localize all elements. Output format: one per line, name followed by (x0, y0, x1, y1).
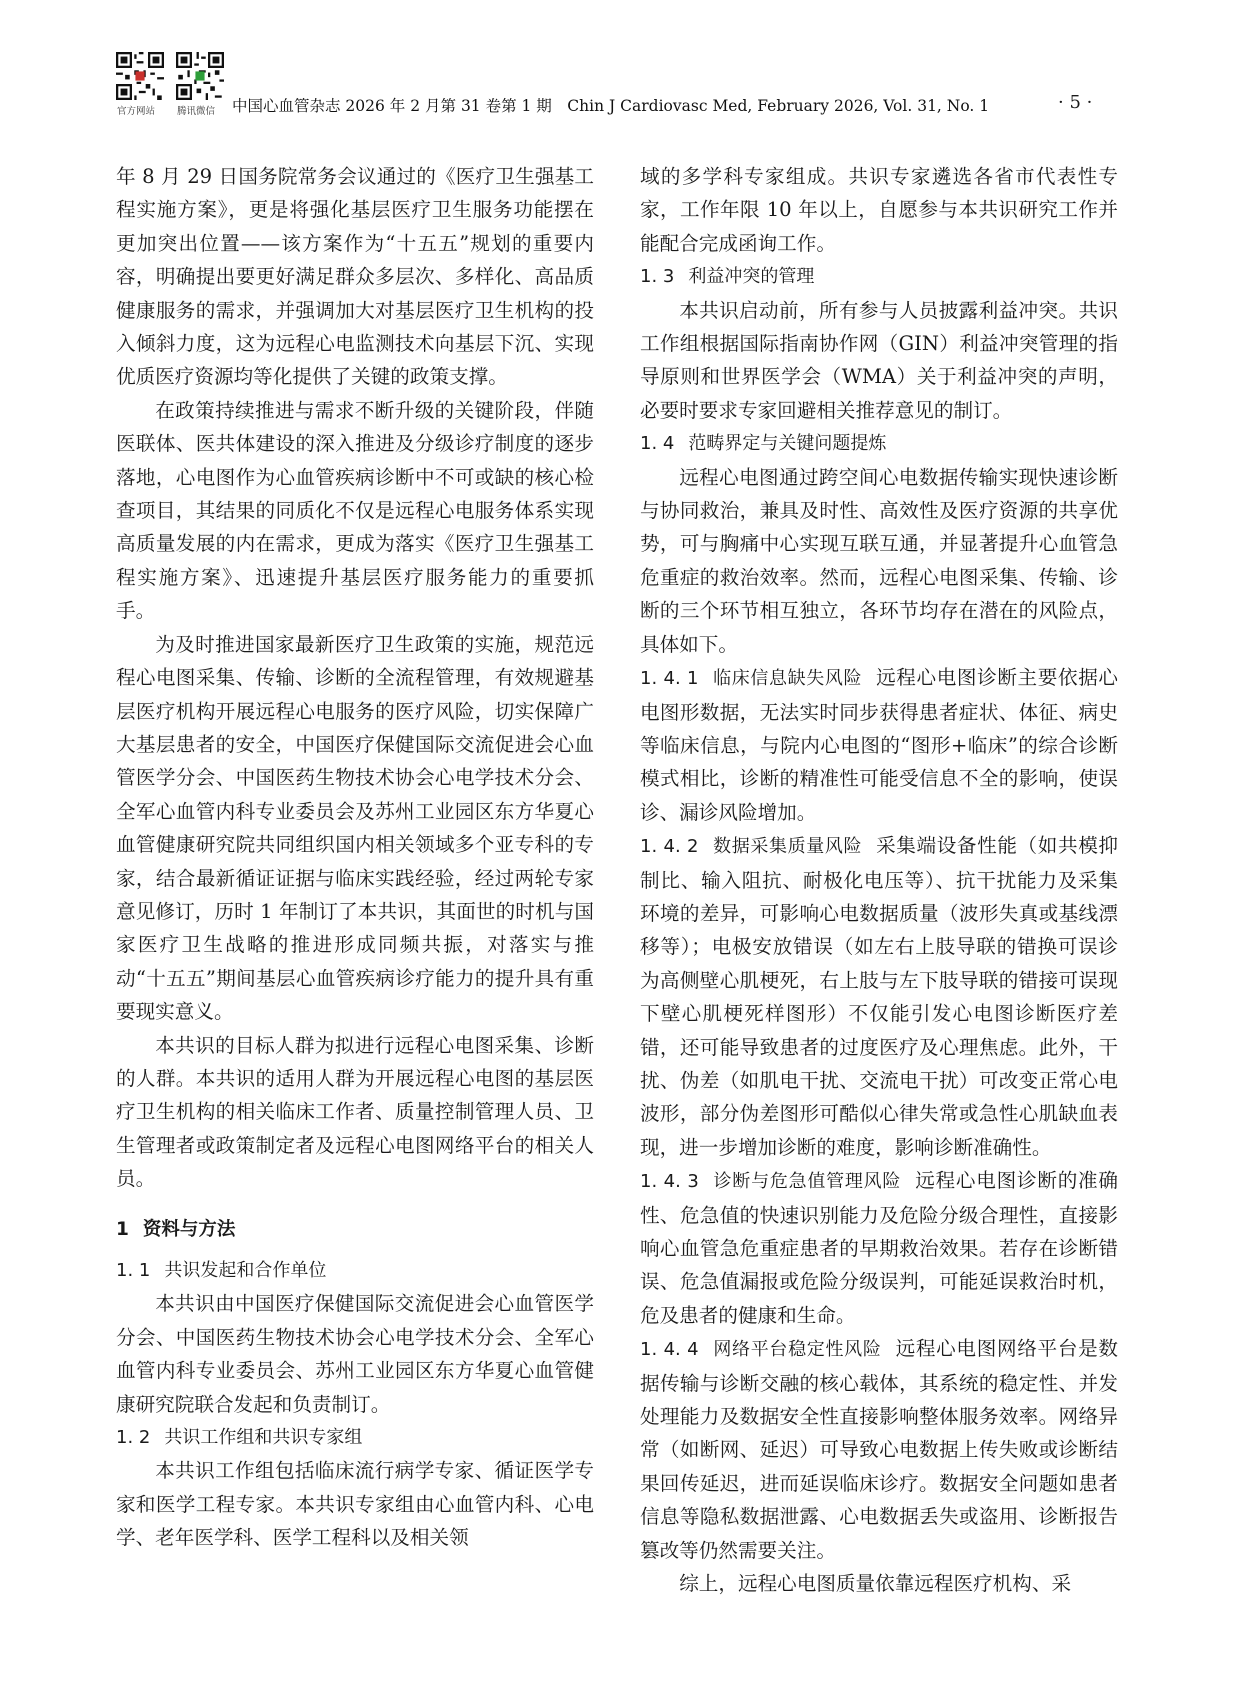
left-column (116, 160, 594, 1555)
qr-code-wechat-icon[interactable] (176, 52, 224, 100)
journal-running-header: 中国心血管杂志 2026 年 2 月第 31 卷第 1 期 Chin J Cardiovasc Med, February 2026, Vol. 31, No. 1 (232, 97, 990, 115)
subsection-title: 范畴界定与关键问题提炼 (688, 433, 887, 455)
subsection-title: 共识工作组和共识专家组 (164, 1427, 363, 1449)
subsection-number: 1. 3 (640, 266, 675, 288)
subsection-heading (116, 1254, 594, 1287)
subsubsection-title: 临床信息缺失风险 (712, 668, 863, 690)
paragraph: 本共识启动前，所有参与人员披露利益冲突。共识工作组根据国际指南协作网（GIN）利益冲突管理的指导原则和世界医学会（WMA）关于利益冲突的声明，必要时要求专家回避相关推荐意见的制订。 (640, 298, 1118, 422)
subsubsection-text: 远程心电图网络平台是数据传输与诊断交融的核心载体，其系统的稳定性、并发处理能力及数据安全性直接影响整体服务效率。网络异常（如断网、延迟）可导致心电数据上传失败或诊断结果回传延迟，进而延误临床诊疗。数据安全问题如患者信息等隐私数据泄露、心电数据丢失或盗用、诊断报告篡改等仍然需要关注。 (640, 1337, 1119, 1562)
paragraph: 在政策持续推进与需求不断升级的关键阶段，伴随医联体、医共体建设的深入推进及分级诊疗制度的逐步落地，心电图作为心血管疾病诊断中不可或缺的核心检查项目，其结果的同质化不仅是远程心电服务体系实现高质量发展的内在需求，更成为落实《医疗卫生强基工程实施方案》、迅速提升基层医疗服务能力的重要抓手。 (116, 398, 594, 623)
section-title: 资料与方法 (142, 1218, 236, 1240)
right-column (640, 160, 1118, 1600)
page-number: · 5 · (1058, 92, 1093, 113)
paragraph: 本共识的目标人群为拟进行远程心电图采集、诊断的人群。本共识的适用人群为开展远程心电图的基层医疗卫生机构的相关临床工作者、质量控制管理人员、卫生管理者或政策制定者及远程心电图网络平台的相关人员。 (116, 1033, 594, 1191)
subsection-title: 共识发起和合作单位 (164, 1260, 327, 1281)
paragraph: 本共识由中国医疗保健国际交流促进会心血管医学分会、中国医药生物技术协会心电学技术分会、全军心血管内科专业委员会、苏州工业园区东方华夏心血管健康研究院联合发起和负责制订。 (116, 1292, 594, 1416)
qr-caption-wechat: 腾讯微信 (177, 106, 216, 117)
paragraph: 远程心电图通过跨空间心电数据传输实现快速诊断与协同救治，兼具及时性、高效性及医疗资源的共享优势，可与胸痛中心实现互联互通，并显著提升心血管急危重症的救治效率。然而，远程心电图采集、传输、诊断的三个环节相互独立，各环节均存在潜在的风险点，具体如下。 (640, 465, 1118, 656)
subsubsection-number: 1. 4. 4 (640, 1339, 699, 1361)
paragraph: 本共识工作组包括临床流行病学专家、循证医学专家和医学工程专家。本共识专家组由心血管内科、心电学、老年医学科、医学工程科以及相关领 (116, 1459, 594, 1550)
subsubsection (640, 829, 1118, 1164)
subsubsection-number: 1. 4. 2 (640, 836, 699, 858)
paragraph: 综上，远程心电图质量依靠远程医疗机构、采 (679, 1572, 1072, 1596)
paragraph: 域的多学科专家组成。共识专家遴选各省市代表性专家，工作年限 10 年以上，自愿参与本共识研究工作并能配合完成函询工作。 (640, 165, 1118, 255)
subsection-heading (640, 427, 1118, 460)
subsubsection-text: 远程心电图诊断的准确性、危急值的快速识别能力及危险分级合理性，直接影响心血管急危重症患者的早期救治效果。若存在诊断错误、危急值漏报或危险分级误判，可能延误救治时机，危及患者的健康和生命。 (640, 1169, 1119, 1327)
subsection-heading (116, 1421, 594, 1454)
qr-caption-website: 官方网站 (117, 106, 156, 117)
qr-code-website-icon[interactable] (116, 52, 164, 100)
subsubsection-title: 诊断与危急值管理风险 (712, 1171, 902, 1193)
subsubsection-text: 采集端设备性能（如共模抑制比、输入阻抗、耐极化电压等）、抗干扰能力及采集环境的差异，可影响心电数据质量（波形失真或基线漂移等）；电极安放错误（如左右上肢导联的错换可误诊为高侧壁心肌梗死，右上肢与左下肢导联的错接可误现下壁心肌梗死样图形）不仅能引发心电图诊断医疗差错，还可能导致患者的过度医疗及心理焦虑。此外，干扰、伪差（如肌电干扰、交流电干扰）可改变正常心电波形，部分伪差图形可酷似心律失常或急性心肌缺血表现，进一步增加诊断的难度，影响诊断准确性。 (640, 834, 1118, 1159)
subsection-title: 利益冲突的管理 (688, 266, 815, 288)
section-heading (116, 1213, 594, 1246)
page-header (0, 0, 1241, 130)
subsubsection (640, 661, 1118, 829)
subsubsection-number: 1. 4. 1 (640, 668, 699, 690)
subsection-number: 1. 2 (116, 1427, 151, 1449)
subsubsection (640, 1332, 1118, 1567)
subsubsection (640, 1164, 1118, 1332)
subsection-number: 1. 4 (640, 433, 675, 455)
subsubsection-title: 网络平台稳定性风险 (712, 1339, 882, 1361)
section-number: 1 (116, 1218, 129, 1240)
subsection-number: 1. 1 (116, 1260, 151, 1281)
subsubsection-text: 远程心电图诊断主要依据心电图形数据，无法实时同步获得患者症状、体征、病史等临床信息，与院内心电图的“图形+临床”的综合诊断模式相比，诊断的精准性可能受信息不全的影响，使误诊、漏诊风险增加。 (640, 666, 1118, 824)
subsubsection-title: 数据采集质量风险 (712, 836, 863, 858)
subsection-heading (640, 260, 1118, 293)
paragraph: 年 8 月 29 日国务院常务会议通过的《医疗卫生强基工程实施方案》，更是将强化基层医疗卫生服务功能摆在更加突出位置——该方案作为“十五五”规划的重要内容，明确提出要更好满足群众多层次、多样化、高品质健康服务的需求，并强调加大对基层医疗卫生机构的投入倾斜力度，这为远程心电监测技术向基层下沉、实现优质医疗资源均等化提供了关键的政策支撑。 (116, 165, 594, 389)
paragraph: 为及时推进国家最新医疗卫生政策的实施，规范远程心电图采集、传输、诊断的全流程管理，有效规避基层医疗机构开展远程心电服务的医疗风险，切实保障广大基层患者的安全，中国医疗保健国际交流促进会心血管医学分会、中国医药生物技术协会心电学技术分会、全军心血管内科专业委员会及苏州工业园区东方华夏心血管健康研究院共同组织国内相关领域多个亚专科的专家，结合最新循证证据与临床实践经验，经过两轮专家意见修订，历时 1 年制订了本共识，其面世的时机与国家医疗卫生战略的推进形成同频共振，对落实与推动“十五五”期间基层心血管疾病诊疗能力的提升具有重要现实意义。 (116, 632, 594, 1024)
subsubsection-number: 1. 4. 3 (640, 1171, 699, 1193)
